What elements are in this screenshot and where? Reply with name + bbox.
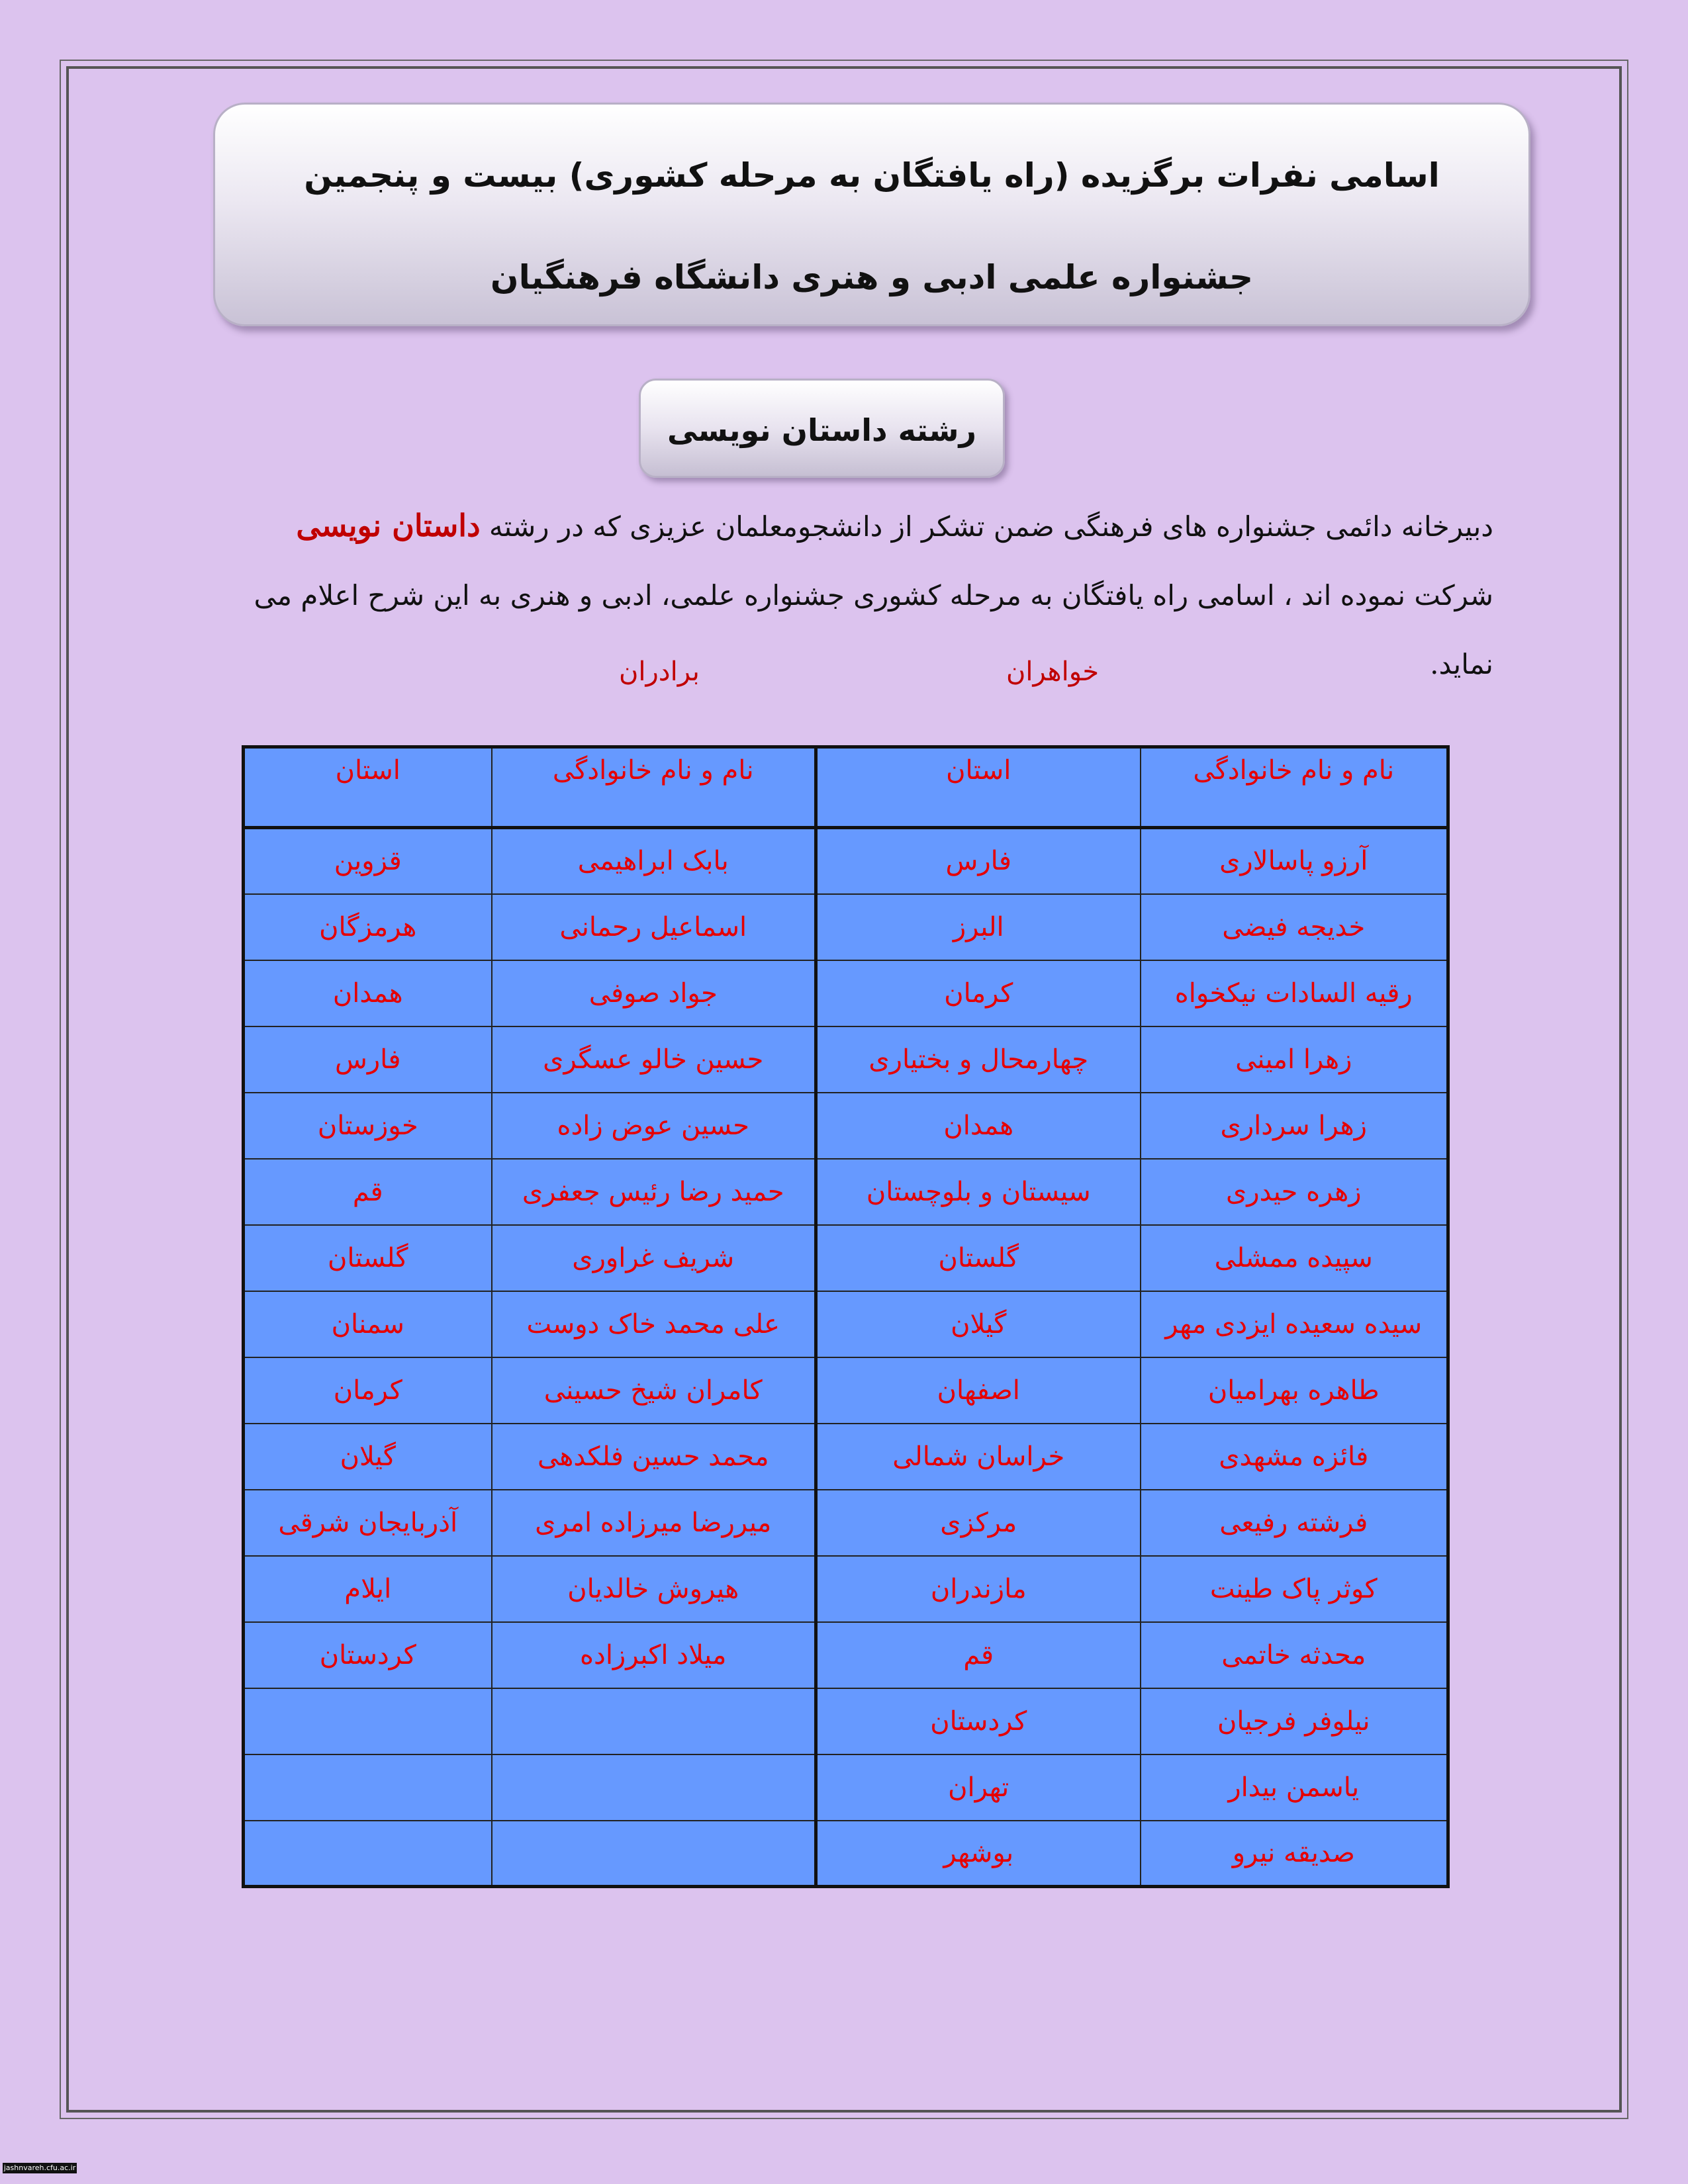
brother-province-cell: آذربایجان شرقی (244, 1490, 492, 1556)
sister-name-cell: خدیجه فیضی (1141, 894, 1448, 960)
group-label-sisters: خواهران (1006, 657, 1100, 687)
brother-name-cell (492, 1688, 816, 1754)
brother-province-cell (244, 1821, 492, 1887)
brother-province-cell: گلستان (244, 1225, 492, 1291)
title-line-2: جشنواره علمی ادبی و هنری دانشگاه فرهنگیان (490, 258, 1254, 296)
sister-name-cell: یاسمن بیدار (1141, 1754, 1448, 1821)
sister-province-cell: سیستان و بلوچستان (816, 1159, 1141, 1225)
sister-province-cell: گیلان (816, 1291, 1141, 1357)
table-row (244, 1754, 1448, 1821)
table-row (244, 1556, 1448, 1622)
brother-province-cell: همدان (244, 960, 492, 1026)
brother-name-cell: علی محمد خاک دوست (492, 1291, 816, 1357)
intro-text-1: دبیرخانه دائمی جشنواره های فرهنگی ضمن تشکر از دانشجومعلمان عزیزی که در رشته (480, 510, 1493, 543)
brother-province-cell: کرمان (244, 1357, 492, 1424)
sister-name-cell: آرزو پاسالاری (1141, 828, 1448, 894)
sister-name-cell: سپیده ممشلی (1141, 1225, 1448, 1291)
brother-province-cell: فارس (244, 1026, 492, 1093)
sister-province-cell: اصفهان (816, 1357, 1141, 1424)
table-row (244, 960, 1448, 1026)
table-row (244, 828, 1448, 894)
section-label: رشته داستان نویسی (667, 412, 977, 448)
brother-name-cell: حسین عوض زاده (492, 1093, 816, 1159)
title-banner (213, 103, 1530, 326)
brother-province-cell (244, 1754, 492, 1821)
brother-province-cell (244, 1688, 492, 1754)
sister-name-cell: سیده سعیده ایزدی مهر (1141, 1291, 1448, 1357)
sister-name-cell: فرشته رفیعی (1141, 1490, 1448, 1556)
intro-paragraph (212, 491, 1493, 699)
sister-province-cell: البرز (816, 894, 1141, 960)
brother-name-cell: اسماعیل رحمانی (492, 894, 816, 960)
table-row (244, 1821, 1448, 1887)
sister-province-cell: کرمان (816, 960, 1141, 1026)
header-sisters-name: نام و نام خانوادگی (1141, 747, 1448, 828)
sister-province-cell: قم (816, 1622, 1141, 1688)
table-row (244, 1159, 1448, 1225)
table-row (244, 1225, 1448, 1291)
sister-name-cell: طاهره بهرامیان (1141, 1357, 1448, 1424)
table-row (244, 894, 1448, 960)
brother-province-cell: قم (244, 1159, 492, 1225)
sister-province-cell: مازندران (816, 1556, 1141, 1622)
table-row (244, 1424, 1448, 1490)
section-banner (639, 379, 1005, 478)
sister-province-cell: همدان (816, 1093, 1141, 1159)
sister-province-cell: خراسان شمالی (816, 1424, 1141, 1490)
sister-name-cell: زهره حیدری (1141, 1159, 1448, 1225)
table-body (244, 828, 1448, 1887)
winners-table (242, 745, 1450, 1888)
group-label-brothers: برادران (619, 657, 700, 687)
brother-name-cell (492, 1754, 816, 1821)
header-brothers-province: استان (244, 747, 492, 828)
table-row (244, 1622, 1448, 1688)
table-row (244, 1026, 1448, 1093)
sister-name-cell: نیلوفر فرجیان (1141, 1688, 1448, 1754)
brother-province-cell: خوزستان (244, 1093, 492, 1159)
brother-name-cell: بابک ابراهیمی (492, 828, 816, 894)
brother-province-cell: هرمزگان (244, 894, 492, 960)
header-sisters-province: استان (816, 747, 1141, 828)
sister-province-cell: چهارمحال و بختیاری (816, 1026, 1141, 1093)
brother-name-cell: حمید رضا رئیس جعفری (492, 1159, 816, 1225)
brother-name-cell (492, 1821, 816, 1887)
title-line-1: اسامی نفرات برگزیده (راه یافتگان به مرحله کشوری) بیست و پنجمین (304, 156, 1440, 195)
sister-province-cell: کردستان (816, 1688, 1141, 1754)
table-row (244, 1291, 1448, 1357)
footer-site-logo: jashnvareh.cfu.ac.ir (3, 2163, 76, 2172)
brother-name-cell: کامران شیخ حسینی (492, 1357, 816, 1424)
sister-name-cell: صدیقه نیرو (1141, 1821, 1448, 1887)
brother-name-cell: میلاد اکبرزاده (492, 1622, 816, 1688)
sister-province-cell: فارس (816, 828, 1141, 894)
brother-name-cell: حسین خالو عسگری (492, 1026, 816, 1093)
sister-name-cell: فائزه مشهدی (1141, 1424, 1448, 1490)
sister-name-cell: زهرا امینی (1141, 1026, 1448, 1093)
brother-province-cell: ایلام (244, 1556, 492, 1622)
table-row (244, 1688, 1448, 1754)
brother-name-cell: محمد حسین فلکدهی (492, 1424, 816, 1490)
sister-name-cell: محدثه خاتمی (1141, 1622, 1448, 1688)
sister-province-cell: مرکزی (816, 1490, 1141, 1556)
sister-province-cell: بوشهر (816, 1821, 1141, 1887)
brother-province-cell: کردستان (244, 1622, 492, 1688)
brother-name-cell: هیروش خالدیان (492, 1556, 816, 1622)
intro-highlight: داستان نویسی (296, 508, 481, 543)
sister-name-cell: زهرا سرداری (1141, 1093, 1448, 1159)
brother-name-cell: میررضا میرزاده امری (492, 1490, 816, 1556)
sister-province-cell: تهران (816, 1754, 1141, 1821)
table-row (244, 1093, 1448, 1159)
intro-text-2: شرکت نموده اند ، اسامی راه یافتگان به مرحله کشوری جشنواره علمی، ادبی و هنری به این شرح اعلام می نماید. (254, 579, 1493, 680)
header-brothers-name: نام و نام خانوادگی (492, 747, 816, 828)
brother-province-cell: قزوین (244, 828, 492, 894)
brother-name-cell: شریف غراوری (492, 1225, 816, 1291)
table-header-row (244, 747, 1448, 828)
table-row (244, 1357, 1448, 1424)
sister-name-cell: کوثر پاک طینت (1141, 1556, 1448, 1622)
brother-province-cell: گیلان (244, 1424, 492, 1490)
brother-province-cell: سمنان (244, 1291, 492, 1357)
table-row (244, 1490, 1448, 1556)
brother-name-cell: جواد صوفی (492, 960, 816, 1026)
sister-name-cell: رقیه السادات نیکخواه (1141, 960, 1448, 1026)
sister-province-cell: گلستان (816, 1225, 1141, 1291)
